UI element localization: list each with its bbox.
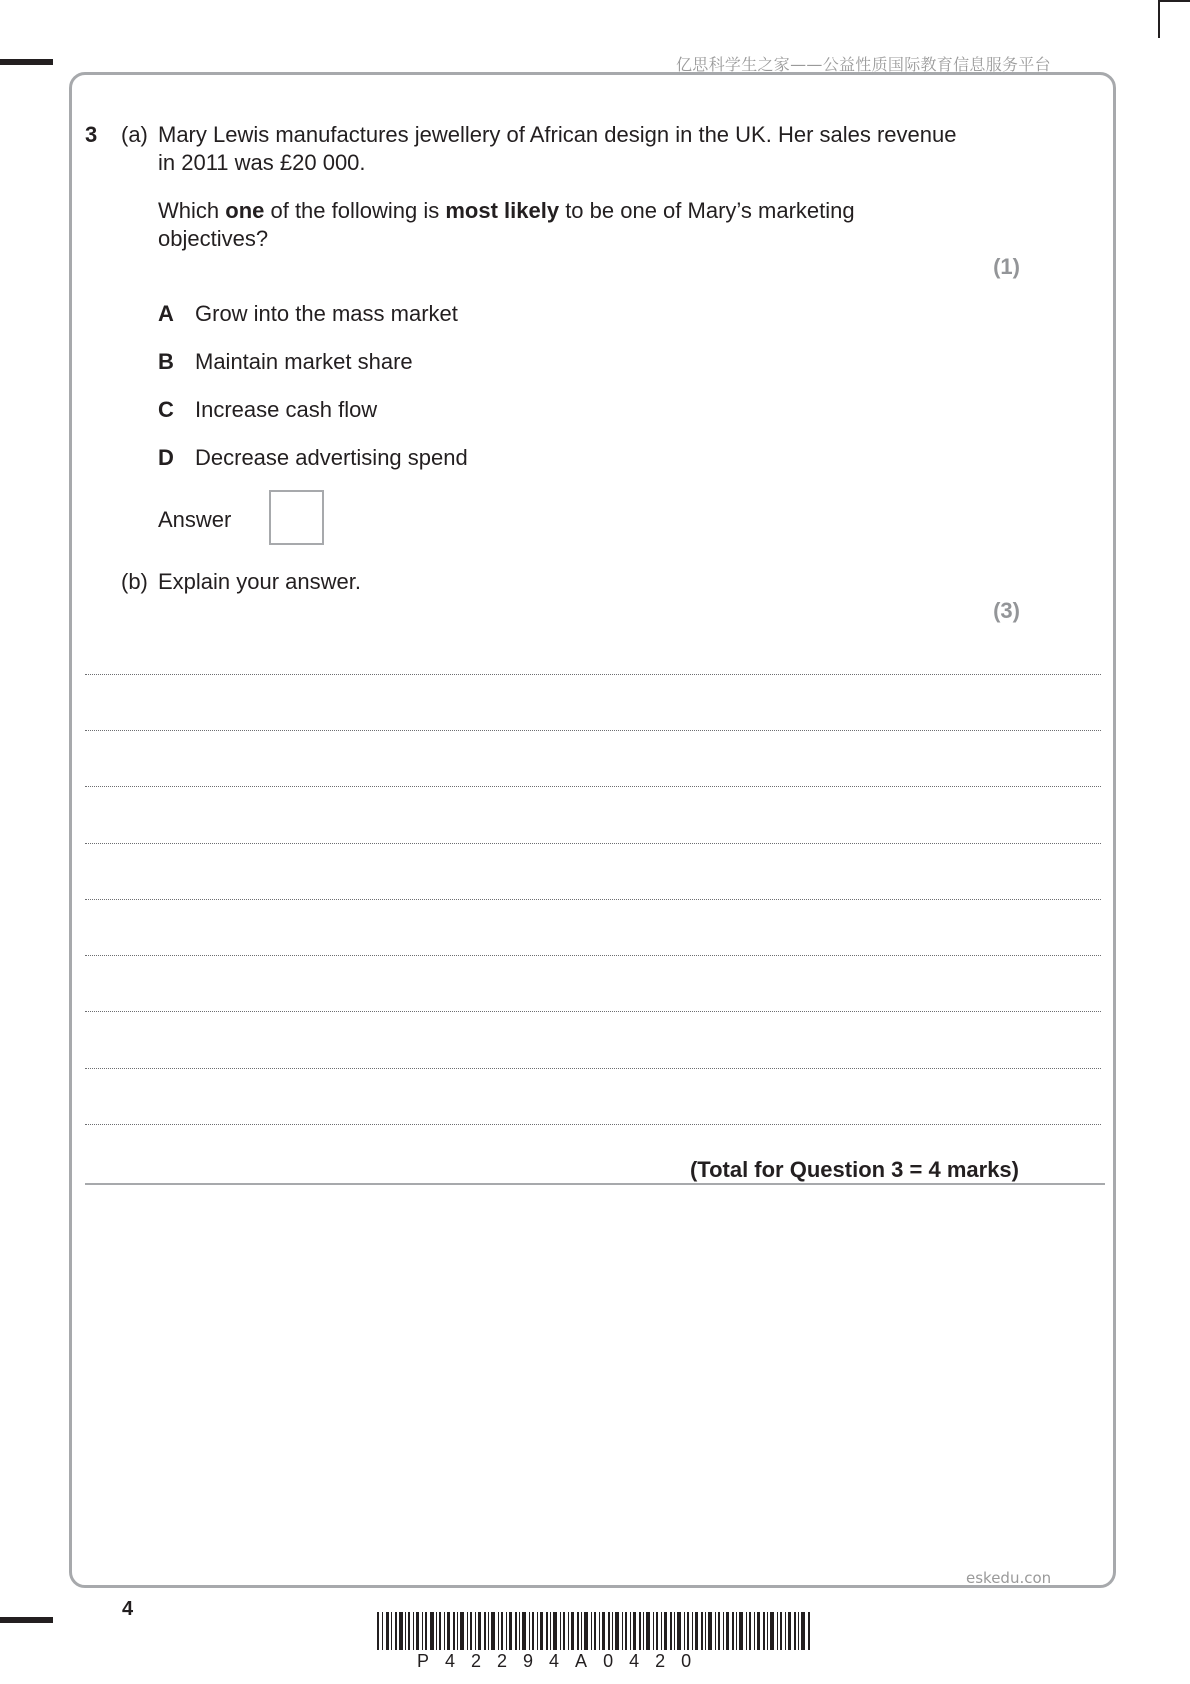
part-a-label: (a) (121, 122, 148, 147)
part-a-prompt (158, 197, 855, 225)
answer-box[interactable] (269, 490, 324, 545)
prompt-bold-most-likely: most likely (445, 198, 560, 223)
page-number: 4 (122, 1598, 134, 1620)
option-text-d: Decrease advertising spend (195, 445, 468, 470)
crop-mark-top-right-vertical (1158, 0, 1160, 38)
prompt-text-3: to be one of Mary’s marketing (559, 198, 855, 223)
part-a-stem-line1: Mary Lewis manufactures jewellery of African design in the UK. Her sales revenue (158, 122, 957, 147)
option-text-c: Increase cash flow (195, 397, 378, 422)
answer-line-3[interactable] (85, 786, 1101, 787)
answer-line-5[interactable] (85, 899, 1101, 900)
total-rule (85, 1183, 1105, 1185)
crop-mark-top-right-horizontal (1158, 0, 1190, 2)
answer-line-6[interactable] (85, 955, 1101, 956)
part-a-prompt-line2: objectives? (158, 226, 269, 251)
part-b-label: (b) (121, 569, 148, 594)
barcode-text: P42294A0420 (417, 1651, 708, 1671)
prompt-text-2: of the following is (264, 198, 446, 223)
option-letter-c: C (158, 397, 174, 422)
crop-mark-bottom-left (0, 1617, 53, 1623)
answer-line-4[interactable] (85, 843, 1101, 844)
watermark-top: 亿思科学生之家——公益性质国际教育信息服务平台 (676, 55, 1051, 74)
watermark-bottom: eskedu.con (966, 1569, 1052, 1587)
question-total: (Total for Question 3 = 4 marks) (689, 1157, 1019, 1182)
answer-line-7[interactable] (85, 1011, 1101, 1012)
prompt-bold-one: one (225, 198, 265, 223)
option-text-a: Grow into the mass market (195, 301, 458, 326)
answer-line-9[interactable] (85, 1124, 1101, 1125)
part-b-marks: (3) (993, 598, 1020, 623)
answer-line-1[interactable] (85, 674, 1101, 675)
answer-line-8[interactable] (85, 1068, 1101, 1069)
barcode-icon (377, 1612, 811, 1650)
option-letter-a: A (158, 301, 174, 326)
question-number: 3 (85, 122, 98, 147)
option-text-b: Maintain market share (195, 349, 413, 374)
part-b-text: Explain your answer. (158, 569, 361, 594)
answer-line-2[interactable] (85, 730, 1101, 731)
option-letter-d: D (158, 445, 174, 470)
prompt-text-1: Which (158, 198, 226, 223)
answer-label: Answer (158, 507, 232, 532)
part-a-marks: (1) (993, 254, 1020, 279)
part-a-stem-line2: in 2011 was £20 000. (158, 150, 366, 175)
option-letter-b: B (158, 349, 174, 374)
crop-mark-top-left (0, 59, 53, 65)
